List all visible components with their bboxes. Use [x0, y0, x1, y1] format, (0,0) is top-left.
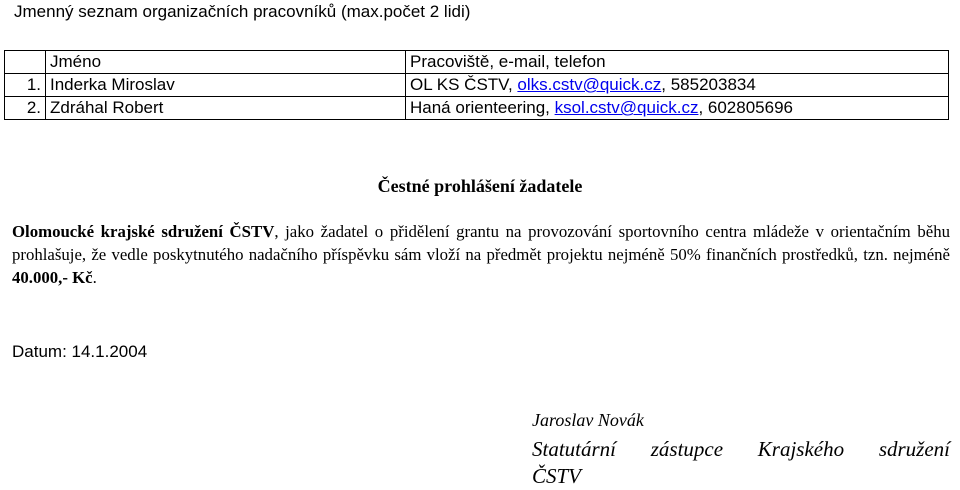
declaration-end: . [92, 268, 97, 287]
signer-name: Jaroslav Novák [532, 410, 644, 430]
row-phone: , 585203834 [661, 75, 756, 94]
date-line: Datum: 14.1.2004 [12, 342, 148, 361]
row-workplace: Haná orienteering, [410, 98, 555, 117]
email-link[interactable]: olks.cstv@quick.cz [517, 75, 662, 94]
row-contact [406, 97, 949, 120]
row-contact [406, 74, 949, 97]
row-name: Inderka Miroslav [46, 74, 406, 97]
email-link[interactable]: ksol.cstv@quick.cz [554, 98, 699, 117]
staff-table [4, 50, 949, 120]
signer-role: Statutární zástupce Krajského sdružení [532, 437, 950, 461]
header-name: Jméno [46, 51, 406, 74]
declaration-org: Olomoucké krajské sdružení ČSTV [12, 222, 275, 241]
list-title: Jmenný seznam organizačních pracovníků (max.počet 2 lidi) [14, 2, 471, 21]
declaration-title-text: Čestné prohlášení žadatele [377, 176, 583, 196]
table-row [5, 97, 949, 120]
header-number [5, 51, 46, 74]
row-name: Zdráhal Robert [46, 97, 406, 120]
declaration-amount: 40.000,- Kč [12, 268, 93, 287]
table-row [5, 74, 949, 97]
table-header-row [5, 51, 949, 74]
row-workplace: OL KS ČSTV, [410, 75, 518, 94]
signer-role-org: ČSTV [532, 464, 582, 488]
row-number: 2. [5, 97, 46, 120]
declaration-body [12, 220, 950, 289]
row-number: 1. [5, 74, 46, 97]
row-phone: , 602805696 [698, 98, 793, 117]
declaration-text: , jako žadatel o přidělení grantu na provozování sportovního centra mládeže v orientačním běhu prohlašuje, že vedle poskytnutého nadačního příspěvku sám vloží na předmět projektu nejméně 50% finančních prostředků, tzn. nejméně [12, 222, 950, 264]
declaration-title [0, 176, 960, 197]
header-contact: Pracoviště, e-mail, telefon [406, 51, 949, 74]
